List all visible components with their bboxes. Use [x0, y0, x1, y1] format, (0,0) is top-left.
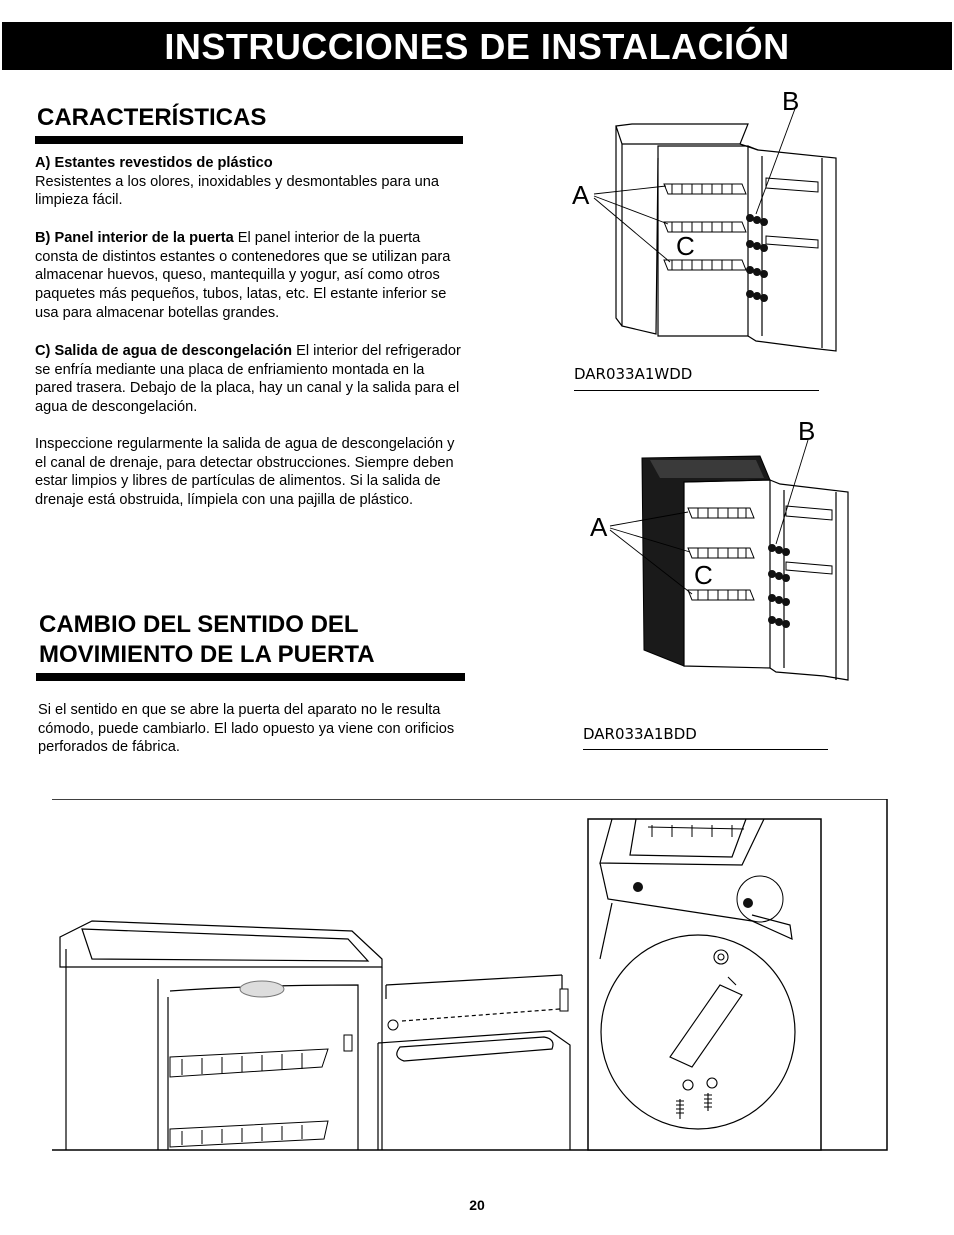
inspect-paragraph: Inspeccione regularmente la salida de agua de descongelación y el canal de drenaje, para detectar obstrucciones. Siempre deben estar limpios y libres de partículas de alimentos. Si la salida de drenaje está obstruida, límpiela con una pajilla de plástico. [35, 436, 455, 509]
callout-b: B [782, 86, 800, 116]
callout-a: A [572, 180, 590, 210]
callout-c: C [676, 231, 695, 261]
feature-b-label: B) Panel interior de la puerta [35, 230, 234, 246]
feature-c [35, 342, 465, 417]
callout-a: A [590, 512, 608, 542]
model-rule-black [583, 749, 828, 750]
feature-a-label: A) Estantes revestidos de plástico [35, 155, 273, 171]
callout-b: B [798, 418, 816, 446]
feature-c-label: C) Salida de agua de descongelación [35, 343, 293, 359]
fridge-black-illustration [580, 418, 855, 686]
feature-b [35, 229, 465, 323]
model-label-white: DAR033A1WDD [574, 365, 693, 383]
page-number: 20 [469, 1197, 485, 1213]
feature-b-text: El panel interior de la puerta consta de distintos estantes o contenedores que se utilizan para almacenar huevos, queso, mantequilla y yogur, así como otros paquetes más pequeños, tubos, latas, etc. El estante inferior se usa para almacenar botellas grandes. [35, 230, 451, 321]
door-paragraph: Si el sentido en que se abre la puerta del aparato no le resulta cómodo, puede cambiarlo. El lado opuesto ya viene con orificios perforados de fábrica. [38, 702, 455, 756]
fridge-white-illustration [560, 86, 840, 361]
features-heading: CARACTERÍSTICAS [37, 104, 267, 131]
callout-c: C [694, 560, 713, 590]
door-reversal-illustration [52, 799, 888, 1151]
features-heading-rule [35, 136, 463, 144]
feature-a-text: Resistentes a los olores, inoxidables y desmontables para una limpieza fácil. [35, 173, 439, 209]
model-label-black: DAR033A1BDD [583, 725, 697, 743]
door-heading-line1: CAMBIO DEL SENTIDO DEL [39, 611, 359, 638]
door-heading [39, 610, 375, 670]
feature-a [35, 154, 465, 210]
door-heading-rule [36, 673, 465, 681]
model-rule-white [574, 390, 819, 391]
feature-c-text: El interior del refrigerador se enfría mediante una placa de enfriamiento montada en la pared trasera. Debajo de la placa, hay un canal y la salida para el agua de descongelación. [35, 343, 461, 416]
door-heading-line2: MOVIMIENTO DE LA PUERTA [39, 641, 375, 668]
page-title: INSTRUCCIONES DE INSTALACIÓN [2, 22, 952, 70]
